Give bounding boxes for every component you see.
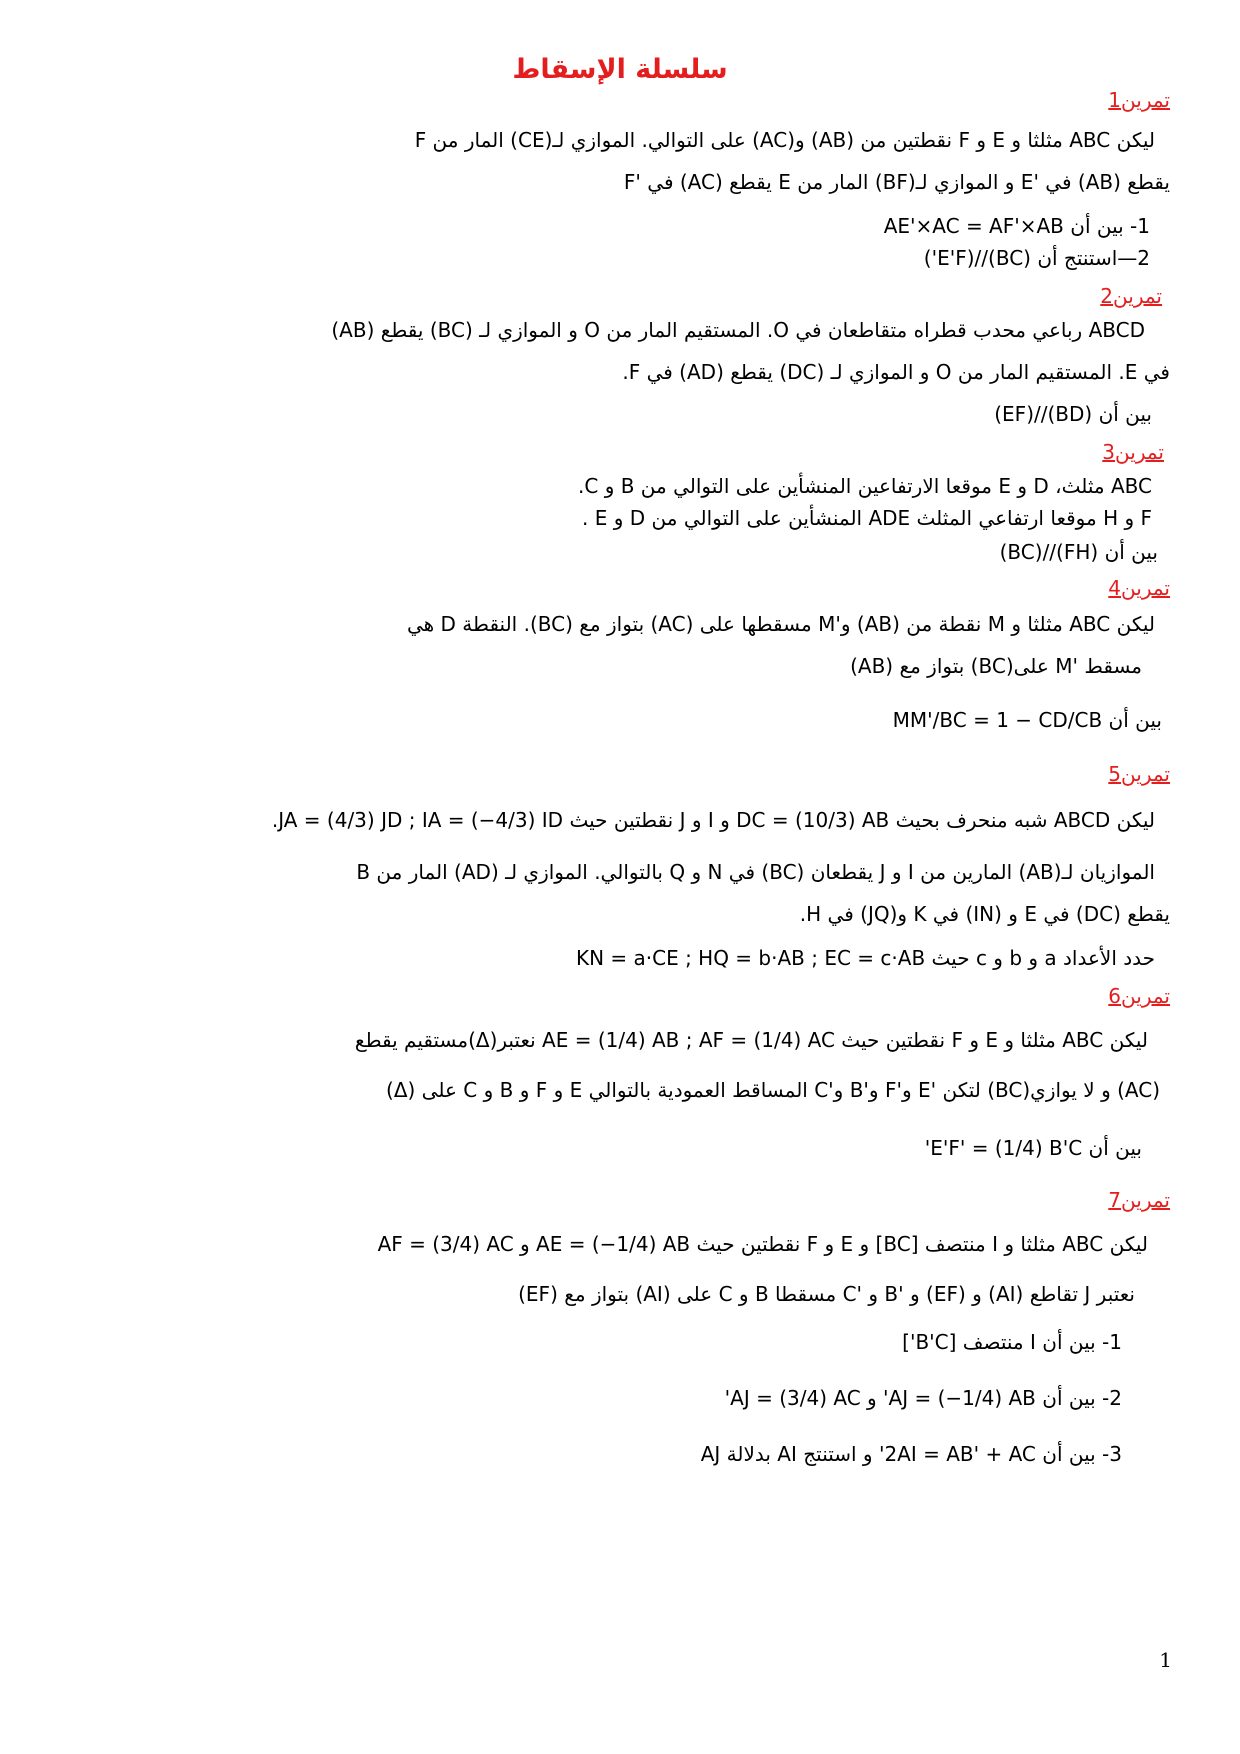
exercise-5-line-4: حدد الأعداد a و b و c حيث KN = a·CE ; HQ = b·AB ; EC = c·AB — [575, 946, 1155, 970]
exercise-1-line-4: 2—استنتج أن (BC)//(E'F') — [923, 246, 1150, 270]
exercise-5-heading: تمرين5 — [1108, 762, 1170, 786]
exercise-4-line-1: ليكن ABC مثلثا و M نقطة من (AB) و'M مسقطها على (AC) بتواز مع (BC). النقطة D هي — [406, 612, 1155, 636]
exercise-5-line-2: الموازيان لـ(AB) المارين من I و J يقطعان (BC) في N و Q بالتوالي. الموازي لـ (AD) المار من B — [356, 860, 1155, 884]
exercise-1-line-3: 1- بين أن AE'×AC = AF'×AB — [883, 214, 1150, 238]
exercise-3-line-1: ABC مثلث، D و E موقعا الارتفاعين المنشأين على التوالي من B و C. — [578, 474, 1152, 498]
page-title: سلسلة الإسقاط — [512, 54, 728, 85]
page-number: 1 — [1159, 1648, 1172, 1672]
exercise-7-line-3: 1- بين أن I منتصف [B'C'] — [902, 1330, 1122, 1354]
exercise-3-line-2: F و H موقعا ارتفاعي المثلث ADE المنشأين على التوالي من D و E . — [582, 506, 1152, 530]
exercise-3-line-3: بين أن (FH)//(BC) — [999, 540, 1158, 564]
exercise-7-line-2: نعتبر J تقاطع (AI) و (EF) و 'B و 'C مسقطا B و C على (AI) بتواز مع (EF) — [518, 1282, 1135, 1306]
exercise-4-heading: تمرين4 — [1108, 576, 1170, 600]
exercise-1-line-2: يقطع (AB) في 'E و الموازي لـ(BF) المار من E يقطع (AC) في 'F — [623, 170, 1170, 194]
exercise-6-line-3: بين أن E'F' = (1/4) B'C' — [924, 1136, 1142, 1160]
exercise-2-line-1: ABCD رباعي محدب قطراه متقاطعان في O. المستقيم المار من O و الموازي لـ (BC) يقطع (AB) — [331, 318, 1145, 342]
exercise-2-heading: تمرين2 — [1100, 284, 1162, 308]
exercise-4-line-2: مسقط 'M على(BC) بتواز مع (AB) — [850, 654, 1142, 678]
exercise-6-heading: تمرين6 — [1108, 984, 1170, 1008]
exercise-2-line-2: في E. المستقيم المار من O و الموازي لـ (DC) يقطع (AD) في F. — [622, 360, 1170, 384]
exercise-7-line-5: 3- بين أن 2AI = AB' + AC' و استنتج AI بدلالة AJ — [700, 1442, 1122, 1466]
exercise-1-line-1: ليكن ABC مثلثا و E و F نقطتين من (AB) و(AC) على التوالي. الموازي لـ(CE) المار من F — [414, 128, 1155, 152]
exercise-4-line-3: بين أن MM'/BC = 1 − CD/CB — [892, 708, 1162, 732]
exercise-6-line-2: (AC) و لا يوازي(BC) لتكن 'E و'F و'B و'C المساقط العمودية بالتوالي E و F و B و C على (Δ) — [386, 1078, 1160, 1102]
exercise-5-line-3: يقطع (DC) في E و (IN) في K و(JQ) في H. — [799, 902, 1170, 926]
exercise-2-line-3: بين أن (BD)//(EF) — [994, 402, 1152, 426]
exercise-6-line-1: ليكن ABC مثلثا و E و F نقطتين حيث AE = (1/4) AB ; AF = (1/4) AC نعتبر(Δ)مستقيم يقطع — [354, 1028, 1148, 1052]
exercise-7-heading: تمرين7 — [1108, 1188, 1170, 1212]
exercise-1-heading: تمرين1 — [1108, 88, 1170, 112]
exercise-7-line-4: 2- بين أن AJ = (−1/4) AB' و AJ = (3/4) AC' — [724, 1386, 1122, 1410]
exercise-5-line-1: ليكن ABCD شبه منحرف بحيث DC = (10/3) AB و I و J نقطتين حيث JA = (4/3) JD ; IA = (−4/3) ID. — [271, 808, 1155, 832]
exercise-3-heading: تمرين3 — [1102, 440, 1164, 464]
exercise-7-line-1: ليكن ABC مثلثا و I منتصف [BC] و E و F نقطتين حيث AE = (−1/4) AB و AF = (3/4) AC — [377, 1232, 1148, 1256]
